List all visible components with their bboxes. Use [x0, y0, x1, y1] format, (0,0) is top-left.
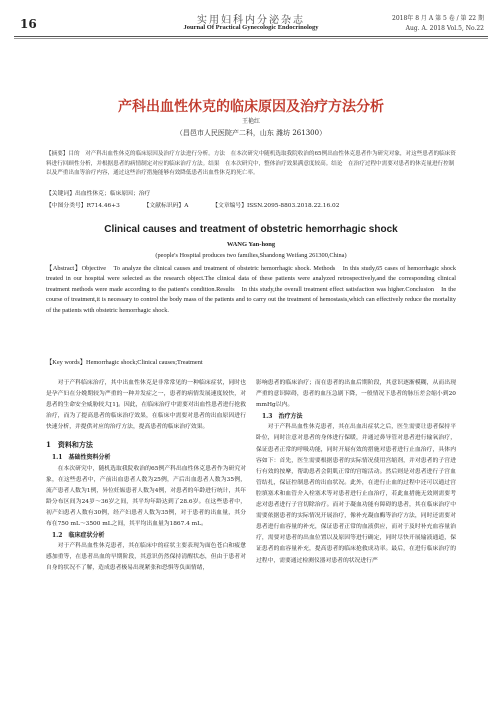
- subsection-heading-1-3: 1.3 治疗方法: [262, 413, 303, 421]
- page-header: [0, 0, 502, 40]
- body-column-right: [256, 378, 456, 698]
- header-rule: [14, 36, 488, 37]
- document-code: 【文献标识码】A: [143, 203, 189, 209]
- author-en: WANG Yan-hong: [226, 241, 276, 248]
- clc-number: 【中图分类号】R714.46+3: [46, 203, 120, 209]
- affiliation-en: (people's Hospital produces two families,Shandong Weifang 261300,China): [155, 252, 347, 259]
- section-heading-1: 1 资料和方法: [46, 440, 93, 450]
- affiliation-cn: （昌邑市人民医院产二科，山东 潍坊 261300）: [175, 129, 327, 137]
- subsection-heading-1-1: 1.1 基础性资料分析: [52, 454, 111, 462]
- paragraph-1-3: 对于产科出血性休克患者，其在出血出症状之后，医生需要让患者保持平卧位，同时注意对患者的身体进行保暖，并通过鼻导管对患者进行输氧治疗，保证患者正常的呼吸功能，同时开展有效的措施对患者进行止血治疗，具体内容如下：首先，医生需要根据患者的实际情况使用宫缩剂，并对患者的子宫进行有效的按摩，帮助患者会阴肌正常的宫缩活动。然后则是对患者进行子宫血管结扎，保证控制患者的出血状况。此外，在进行止血的过程中还可以通过宫腔填塞术和血管介入栓塞术等对患者进行止血治疗，若此血措施无效则需要考虑对患者进行子宫切除治疗。而对于凝血功能有障碍的患者，其在临床治疗中需要依据患者的实际情况开展治疗，像补充凝血酶等治疗方法，同时还需要对患者进行血容量的补充，保证患者正常的血液供应，而对于及时补充血容量治疗，需要对患者的出血位置以及原因等进行确定，同时尽快开展输液通道，保证患者的血容量补充，提高患者的临床抢救成功率。最后，在进行临床治疗的过程中，需要通过检测仪器对患者的状况进行严: [256, 424, 456, 564]
- classification-cn: [46, 200, 456, 209]
- article-title-cn: 产科出血性休克的临床原因及治疗方法分析: [118, 99, 384, 115]
- article-number: 【文章编号】ISSN.2095-8803.2018.22.16.02: [212, 203, 340, 209]
- author-cn: 王艳红: [241, 118, 260, 125]
- issue-info-cn: 2018年 8 月 A 第 5 卷 / 第 22 期: [392, 15, 484, 22]
- subsection-heading-1-2: 1.2 临床症状分析: [52, 532, 105, 540]
- journal-title-cn: 实用妇科内分泌杂志: [197, 15, 305, 26]
- paragraph-1-2: 对于产科出血性休克患者，其在临床中的症状主要表现为面色苍白和疲惫感加重等，在患者出血的早期阶段，其意识仍然保持清醒状态，但由于患者对自身的状况不了解，造成患者极易出现紧张和恐惧等负面情绪，: [46, 543, 246, 572]
- abstract-cn: 【摘要】目的 对产科出血性休克的临床原因及治疗方法进行分析。方法 在本次研究中随机选取我院收治的65例出血性休克患者作为研究对象，对这些患者的临床资料进行回顾性分析，并根据患者的病情制定对应的临床治疗方法。结果 在本次研究中，整体治疗效果满意度较高。结论 在治疗过程中需要对患者的休克量进行控制以及严重出血等治疗内容，通过这些治疗措施能够有效降低患者出血性休克的死亡率。: [46, 151, 456, 177]
- issue-info-en: Aug. A. 2018 Vol.5, No.22: [405, 25, 484, 32]
- paragraph-1-1: 在本次研究中，随机选取我院收治的65例产科出血性休克患者作为研究对象，在这些患者中，产前出血患者人数为25例，产后出血患者人数为35例，流产患者人数为1例，异位妊娠患者人数为4例，对患者的年龄进行统计，其年龄分布区间为24岁～36岁之间，其平均年龄达到了28.6岁。在这些患者中，初产妇患者人数有30例，经产妇患者人数为35例，对于患者的出血量，其分布在750 mL～3500 mL之间，其平均出血量为1867.4 mL。: [46, 465, 246, 528]
- journal-title-en: Journal Of Practical Gynecologic Endocrinology: [183, 24, 319, 31]
- keywords-cn: 【关键词】出血性休克；临床原因；治疗: [46, 191, 151, 197]
- article-title-en: Clinical causes and treatment of obstetric hemorrhagic shock: [104, 224, 398, 235]
- body-column-left: [46, 378, 246, 698]
- abstract-en: 【Abstract】Objective To analyze the clinical causes and treatment of obstetric hemorrhagic shock. Methods In this study,65 cases of hemorrhagic shock treated in our hospital were selected as the research object.The clinical data of these patients were analyzed retrospectively,and the corresponding clinical treatment methods were made according to the patient's condition.Results In this study,the overall treatment effect satisfaction was higher.Conclusion In the course of treatment,it is necessary to control the body mass of the patients and to carry out the treatment of hemostasis,which can effectively reduce the mortality of the patients with obstetric hemorrhagic shock.: [46, 265, 456, 314]
- keywords-en: 【Key words】Hemorrhagic shock;Clinical causes;Treatment: [46, 359, 203, 366]
- page-number: 16: [20, 17, 37, 31]
- paragraph-continued: 影响患者的临床治疗；而在患者的出血后期阶段，其意识逐渐模糊，从而出现严重的意识障碍，患者的血压急剧下降，一般情况下患者的脉压差会缩小到20 mmHg以内。: [256, 380, 456, 409]
- intro-paragraph: 对于产科临床治疗，其中出血性休克是非常常见的一种临床症状，同时也是孕产妇在分娩期较为严重的一种并发症之一，患者的病情发展速度较快，对患者的生命安全威胁较大[1]。因此，在临床治疗中需要对出血性患者进行抢救治疗，而为了提高患者的临床治疗效果，在临床中需要对患者的出血原因进行快速分析，并提供对应的治疗方法，提高患者的临床治疗效果。: [46, 380, 246, 431]
- header-rule-thin: [14, 38, 488, 39]
